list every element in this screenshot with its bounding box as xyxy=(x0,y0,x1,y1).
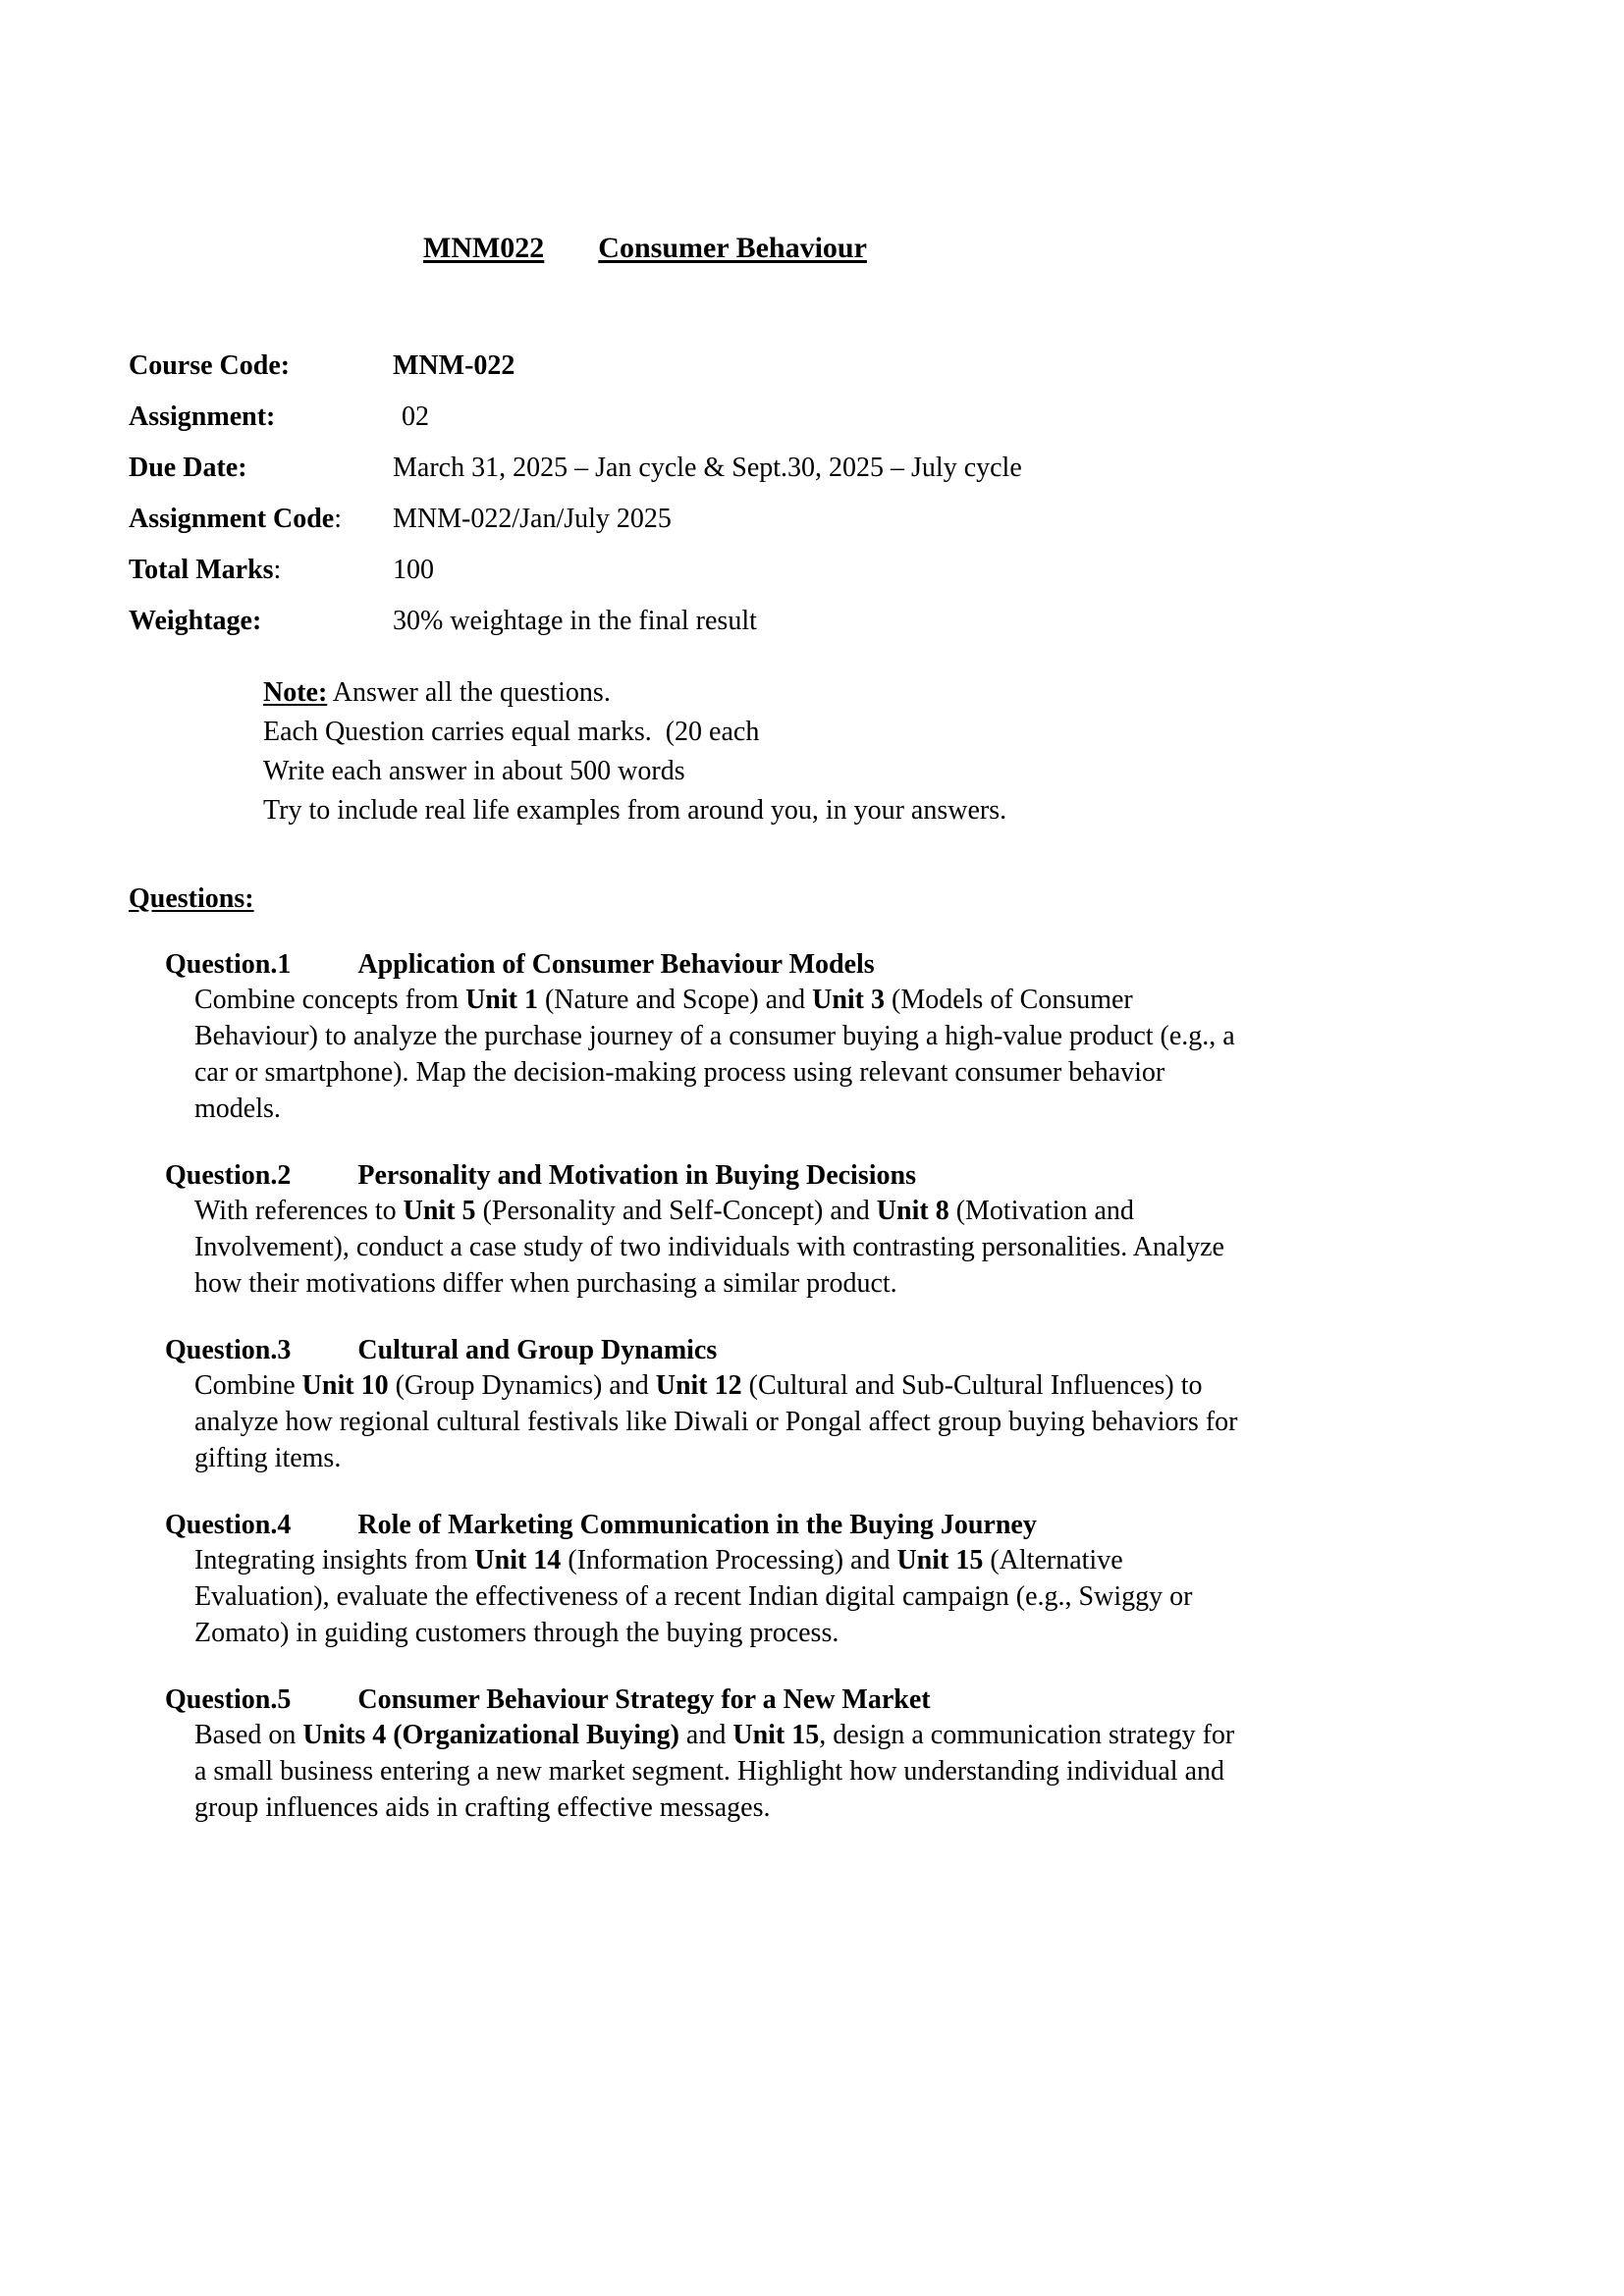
question-body xyxy=(165,983,1248,1128)
meta-row-label: Course Code: xyxy=(129,349,291,381)
meta-row-label: Total Marks: xyxy=(129,554,282,585)
note-line: Each Question carries equal marks. (20 each xyxy=(263,716,760,747)
question-body-text: and xyxy=(678,1720,733,1751)
question-body-text: Combine concepts from xyxy=(194,984,466,1015)
question-body-text: With references to xyxy=(194,1195,404,1226)
question-body-emphasis: Units 4 (Organizational Buying) xyxy=(302,1720,679,1751)
question-block xyxy=(165,950,1248,1128)
meta-row xyxy=(129,454,1248,482)
question-body-text: (Motivation and Involvement), conduct a case study of two individuals with contrasting personalities. Analyze how their motivations differ when purchasing a similar product. xyxy=(194,1195,1224,1299)
note-line: Try to include real life examples from around you, in your answers. xyxy=(263,794,1007,826)
question-number: Question.3 xyxy=(165,1334,292,1365)
question-block xyxy=(165,1511,1248,1652)
meta-row xyxy=(129,554,1248,585)
document-content xyxy=(129,0,1248,1860)
question-body-emphasis: Unit 8 xyxy=(876,1195,949,1226)
meta-row xyxy=(129,400,1248,432)
meta-row-value: 100 xyxy=(393,554,434,585)
questions-list xyxy=(129,950,1248,1827)
meta-row-value: March 31, 2025 – Jan cycle & Sept.30, 2025 – July cycle xyxy=(393,452,1022,483)
question-body-text: Integrating insights from xyxy=(194,1544,475,1575)
question-body-text: Based on xyxy=(194,1720,303,1751)
question-body xyxy=(165,1368,1248,1477)
questions-heading: Questions: xyxy=(129,882,254,914)
meta-row-label: Assignment Code: xyxy=(129,503,343,534)
question-body-emphasis: Unit 12 xyxy=(655,1369,742,1401)
question-heading xyxy=(165,1161,1248,1191)
question-body-text: (Group Dynamics) and xyxy=(388,1369,656,1401)
meta-row-label: Assignment: xyxy=(129,400,276,432)
question-heading xyxy=(165,1511,1248,1540)
page-title xyxy=(129,192,1248,303)
question-body xyxy=(165,1543,1248,1652)
question-body-text: (Cultural and Sub-Cultural Influences) to analyze how regional cultural festivals like Diwali or Pongal affect group buying behaviors for gifting items. xyxy=(194,1369,1238,1473)
question-block xyxy=(165,1336,1248,1477)
note-line xyxy=(263,676,1248,708)
question-heading xyxy=(165,1685,1248,1715)
question-number: Question.4 xyxy=(165,1509,292,1540)
question-heading xyxy=(165,950,1248,980)
meta-row xyxy=(129,503,1248,534)
question-number: Question.5 xyxy=(165,1683,292,1715)
meta-row-value: MNM-022/Jan/July 2025 xyxy=(393,503,672,534)
question-body-emphasis: Unit 14 xyxy=(474,1544,562,1575)
question-body xyxy=(165,1194,1248,1303)
meta-row-label-colon: : xyxy=(273,554,282,585)
question-title: Application of Consumer Behaviour Models xyxy=(357,948,875,980)
meta-row-label: Weightage: xyxy=(129,605,262,636)
meta-row-label-colon: : xyxy=(334,503,343,534)
meta-row xyxy=(129,605,1248,636)
question-body-text: (Nature and Scope) and xyxy=(537,984,813,1015)
note-block xyxy=(129,676,1248,826)
question-body-emphasis: Unit 10 xyxy=(301,1369,389,1401)
question-body-text: (Alternative Evaluation), evaluate the effectiveness of a recent Indian digital campaign (e.g., Swiggy or Zomato) in guiding customers through the buying process. xyxy=(194,1544,1193,1648)
question-title: Consumer Behaviour Strategy for a New Market xyxy=(357,1683,931,1715)
meta-row-value: 30% weightage in the final result xyxy=(393,605,757,636)
page-title-course-code: MNM022 xyxy=(423,231,545,264)
question-body xyxy=(165,1718,1248,1827)
meta-row-label: Due Date: xyxy=(129,452,247,483)
question-number: Question.2 xyxy=(165,1159,292,1191)
note-line: Write each answer in about 500 words xyxy=(263,755,685,786)
questions-heading-wrap xyxy=(129,836,1248,915)
note-line-text: Answer all the questions. xyxy=(327,676,611,708)
question-body-emphasis: Unit 5 xyxy=(403,1195,476,1226)
question-body-emphasis: Unit 1 xyxy=(465,984,538,1015)
question-body-emphasis: Unit 15 xyxy=(896,1544,984,1575)
meta-row xyxy=(129,349,1248,381)
question-number: Question.1 xyxy=(165,948,292,980)
question-body-emphasis: Unit 3 xyxy=(812,984,885,1015)
question-title: Cultural and Group Dynamics xyxy=(357,1334,718,1365)
question-body-text: , design a communication strategy for a small business entering a new market segment. Highlight how understanding individual and group influences aids in crafting effective messages. xyxy=(194,1720,1235,1823)
meta-row-value: 02 xyxy=(402,400,429,432)
question-body-text: (Models of Consumer Behaviour) to analyze the purchase journey of a consumer buying a high-value product (e.g., a car or smartphone). Map the decision-making process using relevant consumer behavior models. xyxy=(194,984,1235,1124)
page-title-course-name: Consumer Behaviour xyxy=(598,231,867,264)
question-block xyxy=(165,1161,1248,1303)
meta-row-value: MNM-022 xyxy=(393,349,515,381)
question-block xyxy=(165,1685,1248,1827)
assignment-meta-table xyxy=(129,349,1248,636)
question-heading xyxy=(165,1336,1248,1365)
question-body-text: (Information Processing) and xyxy=(561,1544,897,1575)
question-title: Personality and Motivation in Buying Decisions xyxy=(357,1159,916,1191)
note-lead-label: Note: xyxy=(263,676,328,708)
question-body-text: (Personality and Self-Concept) and xyxy=(475,1195,877,1226)
question-title: Role of Marketing Communication in the Buying Journey xyxy=(357,1509,1037,1540)
question-body-emphasis: Unit 15 xyxy=(732,1720,820,1751)
question-body-text: Combine xyxy=(194,1369,302,1401)
